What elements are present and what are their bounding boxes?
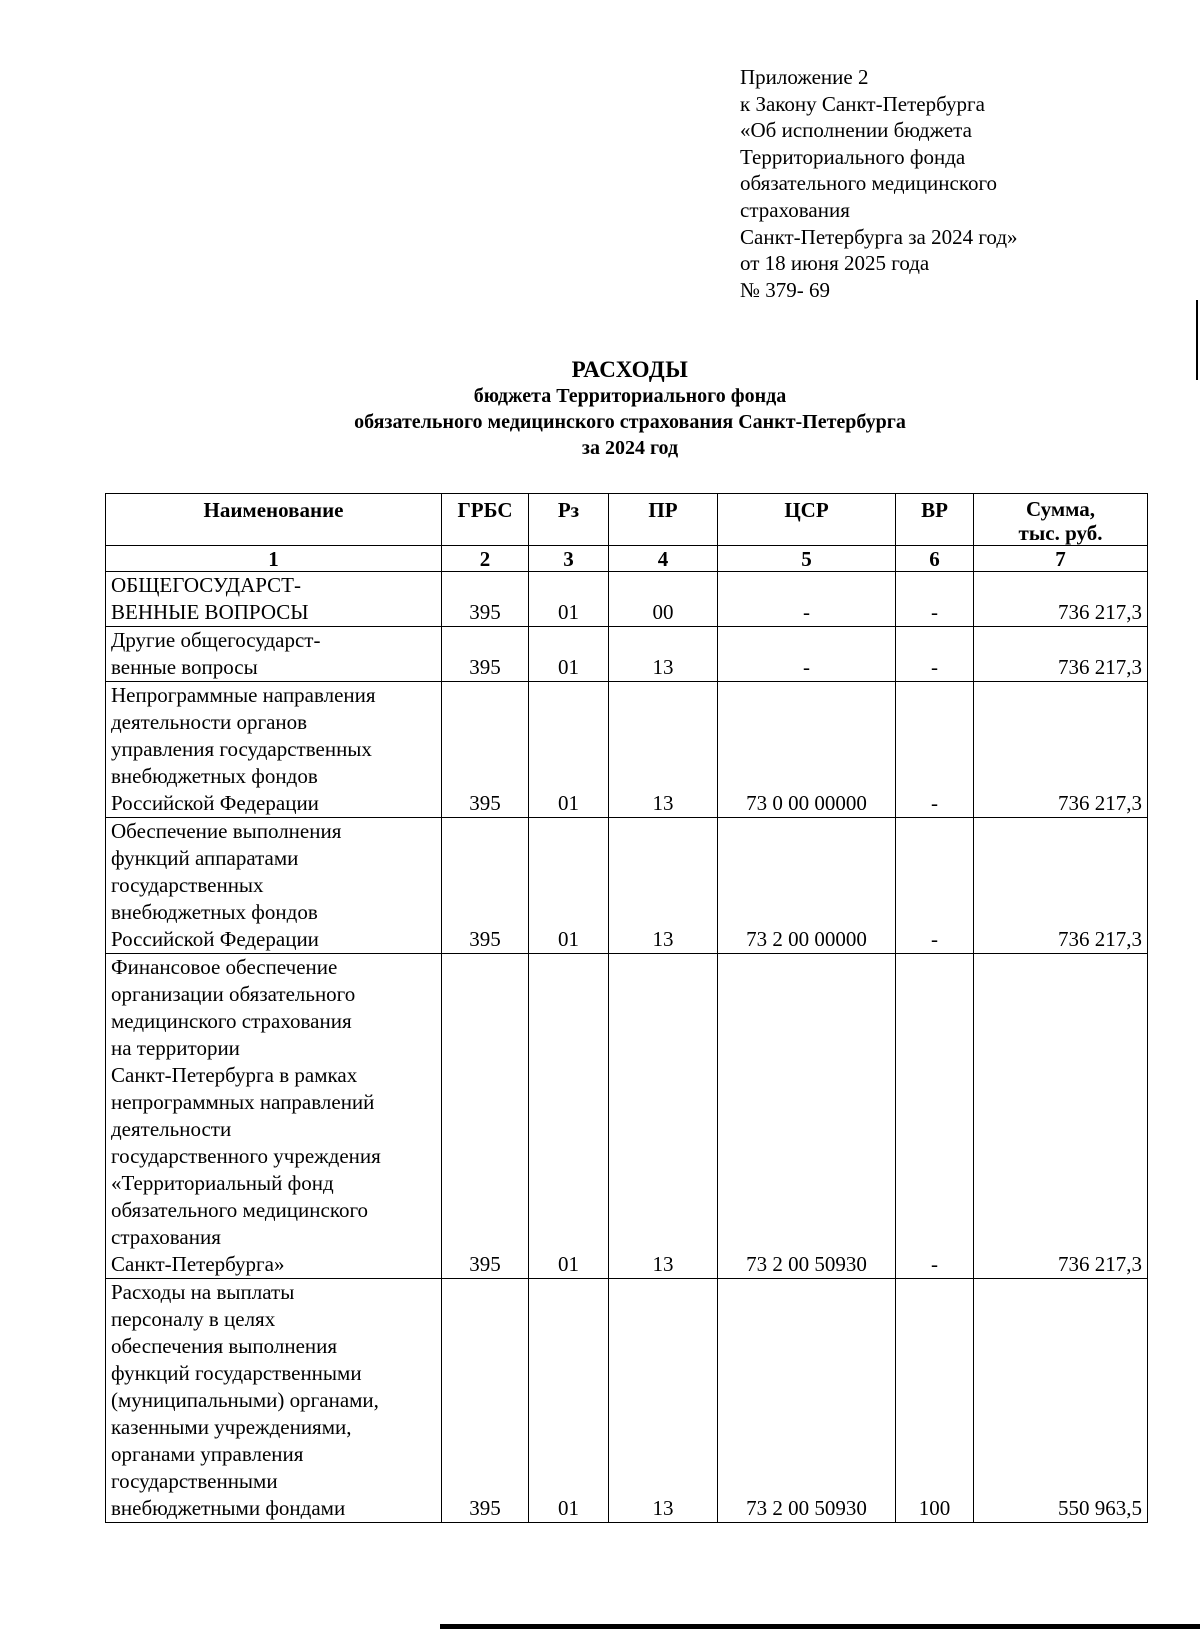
row-name: Расходы на выплаты персоналу в целях обеспечения выполнения функций государственными (муниципальными) органами, казенными учреждениями, органами управления государственными внебюджетными фондами [106, 1279, 442, 1523]
appendix-line: Санкт-Петербурга за 2024 год» [740, 224, 1018, 249]
row-sum: 736 217,3 [974, 627, 1148, 682]
table-row [106, 627, 1148, 682]
table-row [106, 682, 1148, 818]
row-name: ОБЩЕГОСУДАРСТ- ВЕННЫЕ ВОПРОСЫ [106, 572, 442, 627]
row-rz: 01 [529, 1279, 609, 1523]
column-number: 1 [106, 546, 442, 572]
table-row [106, 1279, 1148, 1523]
row-sum: 736 217,3 [974, 818, 1148, 954]
row-grbs: 395 [442, 1279, 529, 1523]
row-rz: 01 [529, 682, 609, 818]
document-subtitle-line: обязательного медицинского страхования Санкт-Петербурга [354, 411, 906, 433]
column-number: 2 [442, 546, 529, 572]
table-header-row [106, 494, 1148, 546]
table-row [106, 572, 1148, 627]
row-csr: 73 2 00 00000 [718, 818, 896, 954]
column-number: 4 [609, 546, 718, 572]
column-number-row [106, 546, 1148, 572]
row-vr: 100 [896, 1279, 974, 1523]
row-rz: 01 [529, 954, 609, 1279]
row-csr: 73 2 00 50930 [718, 954, 896, 1279]
appendix-line: к Закону Санкт-Петербурга [740, 91, 985, 116]
row-pr: 13 [609, 954, 718, 1279]
appendix-block [740, 64, 1140, 303]
row-vr: - [896, 627, 974, 682]
header-sum: Сумма, тыс. руб. [974, 494, 1148, 546]
row-grbs: 395 [442, 818, 529, 954]
row-grbs: 395 [442, 682, 529, 818]
appendix-line: Приложение 2 [740, 65, 869, 89]
column-number: 6 [896, 546, 974, 572]
header-csr: ЦСР [718, 494, 896, 546]
appendix-line: страхования [740, 197, 850, 222]
appendix-line: «Об исполнении бюджета [740, 118, 972, 143]
row-pr: 00 [609, 572, 718, 627]
table-row [106, 954, 1148, 1279]
appendix-line: от 18 июня 2025 года [740, 251, 930, 276]
appendix-line: обязательного медицинского [740, 171, 998, 196]
document-title: РАСХОДЫ [571, 357, 689, 382]
table-row [106, 818, 1148, 954]
header-rz: Рз [529, 494, 609, 546]
row-sum: 550 963,5 [974, 1279, 1148, 1523]
row-grbs: 395 [442, 572, 529, 627]
row-vr: - [896, 818, 974, 954]
row-name: Обеспечение выполнения функций аппаратами государственных внебюджетных фондов Российской Федерации [106, 818, 442, 954]
document-subtitle-line: бюджета Территориального фонда [473, 385, 787, 407]
row-vr: - [896, 682, 974, 818]
document-title-block [0, 356, 1200, 461]
column-number: 7 [974, 546, 1148, 572]
row-name: Непрограммные направления деятельности органов управления государственных внебюджетных фондов Российской Федерации [106, 682, 442, 818]
header-name: Наименование [106, 494, 442, 546]
column-number: 3 [529, 546, 609, 572]
row-name: Финансовое обеспечение организации обязательного медицинского страхования на территории Санкт-Петербурга в рамках непрограммных направлений деятельности государственного учреждения «Территориальный фонд обязательного медицинского страхования Санкт-Петербурга» [106, 954, 442, 1279]
row-vr: - [896, 572, 974, 627]
row-name: Другие общегосударст- венные вопросы [106, 627, 442, 682]
column-number: 5 [718, 546, 896, 572]
row-pr: 13 [609, 627, 718, 682]
row-sum: 736 217,3 [974, 572, 1148, 627]
row-sum: 736 217,3 [974, 682, 1148, 818]
row-vr: - [896, 954, 974, 1279]
row-pr: 13 [609, 818, 718, 954]
row-rz: 01 [529, 818, 609, 954]
row-csr: 73 0 00 00000 [718, 682, 896, 818]
header-pr: ПР [609, 494, 718, 546]
appendix-line: № 379- 69 [740, 277, 831, 302]
scan-edge-mark [1196, 300, 1198, 380]
scan-bottom-edge [440, 1624, 1200, 1629]
row-csr: - [718, 572, 896, 627]
header-vr: ВР [896, 494, 974, 546]
expenses-table [105, 493, 1148, 1523]
appendix-line: Территориального фонда [740, 144, 966, 169]
row-rz: 01 [529, 572, 609, 627]
header-grbs: ГРБС [442, 494, 529, 546]
row-csr: 73 2 00 50930 [718, 1279, 896, 1523]
row-rz: 01 [529, 627, 609, 682]
row-sum: 736 217,3 [974, 954, 1148, 1279]
row-pr: 13 [609, 1279, 718, 1523]
row-grbs: 395 [442, 627, 529, 682]
row-grbs: 395 [442, 954, 529, 1279]
document-subtitle-line: за 2024 год [581, 437, 679, 459]
row-csr: - [718, 627, 896, 682]
row-pr: 13 [609, 682, 718, 818]
